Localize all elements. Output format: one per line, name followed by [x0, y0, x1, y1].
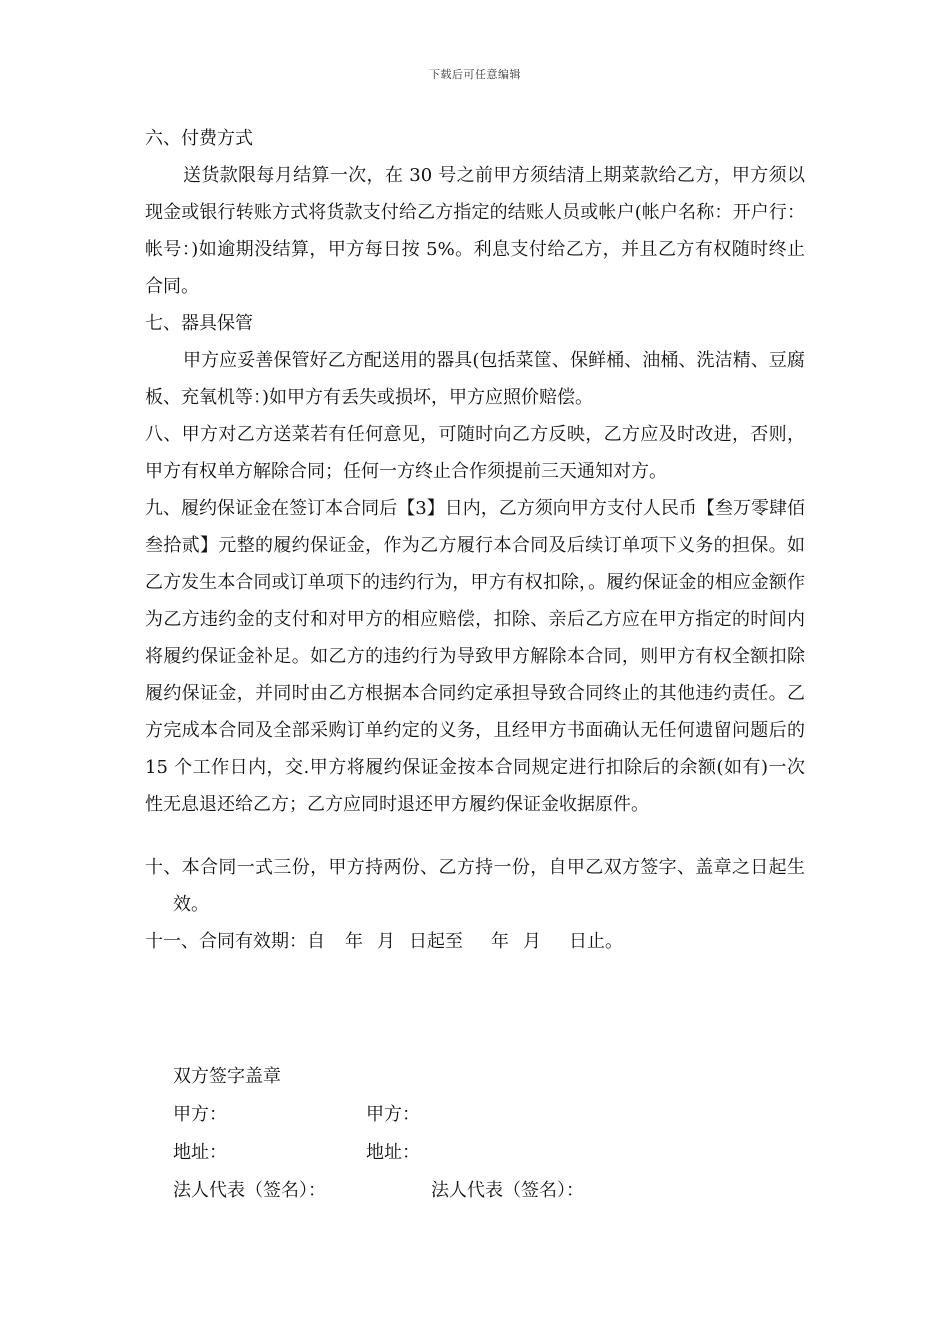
party-a-label-right: 甲方：	[366, 1104, 420, 1125]
section-9: 九、履约保证金在签订本合同后【3】日内，乙方须向甲方支付人民币【叁万零肆佰叁拾贰】元整的履约保证金，作为乙方履行本合同及后续订单项下义务的担保。如乙方发生本合同或订单项下的违约行为，甲方有权扣除，。履约保证金的相应金额作为乙方违约金的支付和对甲方的相应赔偿，扣除、亲后乙方应在甲方指定的时间内将履约保证金补足。如乙方的违约行为导致甲方解除本合同，则甲方有权全额扣除履约保证金，并同时由乙方根据本合同约定承担导致合同终止的其他违约责任。乙方完成本合同及全部采购订单约定的义务，且经甲方书面确认无任何遗留问题后的 15 个工作日内，交.甲方将履约保证金按本合同规定进行扣除后的余额(如有)一次性无息退还给乙方；乙方应同时退还甲方履约保证金收据原件。	[145, 498, 805, 815]
validity-year-from: 年	[345, 931, 363, 952]
signature-block	[173, 1058, 733, 1210]
address-label-right: 地址：	[366, 1142, 420, 1163]
contract-body	[145, 120, 805, 960]
section-7-body: 甲方应妥善保管好乙方配送用的器具(包括菜筐、保鲜桶、油桶、洗洁精、豆腐板、充氧机等：)如甲方有丢失或损坏，甲方应照价赔偿。	[145, 350, 805, 408]
section-10: 十、本合同一式三份，甲方持两份、乙方持一份，自甲乙双方签字、盖章之日起生效。	[145, 857, 805, 915]
section-6-body: 送货款限每月结算一次，在 30 号之前甲方须结清上期菜款给乙方，甲方须以现金或银行转账方式将货款支付给乙方指定的结账人员或帐户(帐户名称：开户行：帐号：)如逾期没结算，甲方每日按 5%。利息支付给乙方，并且乙方有权随时终止合同。	[145, 165, 805, 297]
validity-month-from: 月	[377, 931, 395, 952]
representative-label-right: 法人代表（签名）：	[431, 1180, 584, 1201]
validity-year-to: 年	[491, 931, 509, 952]
section-11-validity	[145, 923, 805, 960]
party-row	[173, 1096, 733, 1134]
representative-row	[173, 1172, 733, 1210]
validity-day-to: 日止。	[569, 931, 623, 952]
section-7-title: 七、器具保管	[145, 313, 253, 334]
party-a-label-left: 甲方：	[173, 1104, 227, 1125]
signature-heading-row	[173, 1058, 733, 1096]
address-row	[173, 1134, 733, 1172]
header-note: 下载后可任意编辑	[429, 68, 521, 81]
address-label-left: 地址：	[173, 1142, 227, 1163]
section-8: 八、甲方对乙方送菜若有任何意见，可随时向乙方反映，乙方应及时改进，否则，甲方有权单方解除合同；任何一方终止合作须提前三天通知对方。	[145, 424, 805, 482]
validity-label: 十一、合同有效期：自	[145, 931, 325, 952]
paragraph-spacer	[145, 823, 805, 849]
validity-day-from: 日起至	[409, 931, 463, 952]
representative-label-left: 法人代表（签名）：	[173, 1180, 326, 1201]
validity-month-to: 月	[523, 931, 541, 952]
signature-heading: 双方签字盖章	[173, 1066, 281, 1087]
section-6-title: 六、付费方式	[145, 128, 253, 149]
